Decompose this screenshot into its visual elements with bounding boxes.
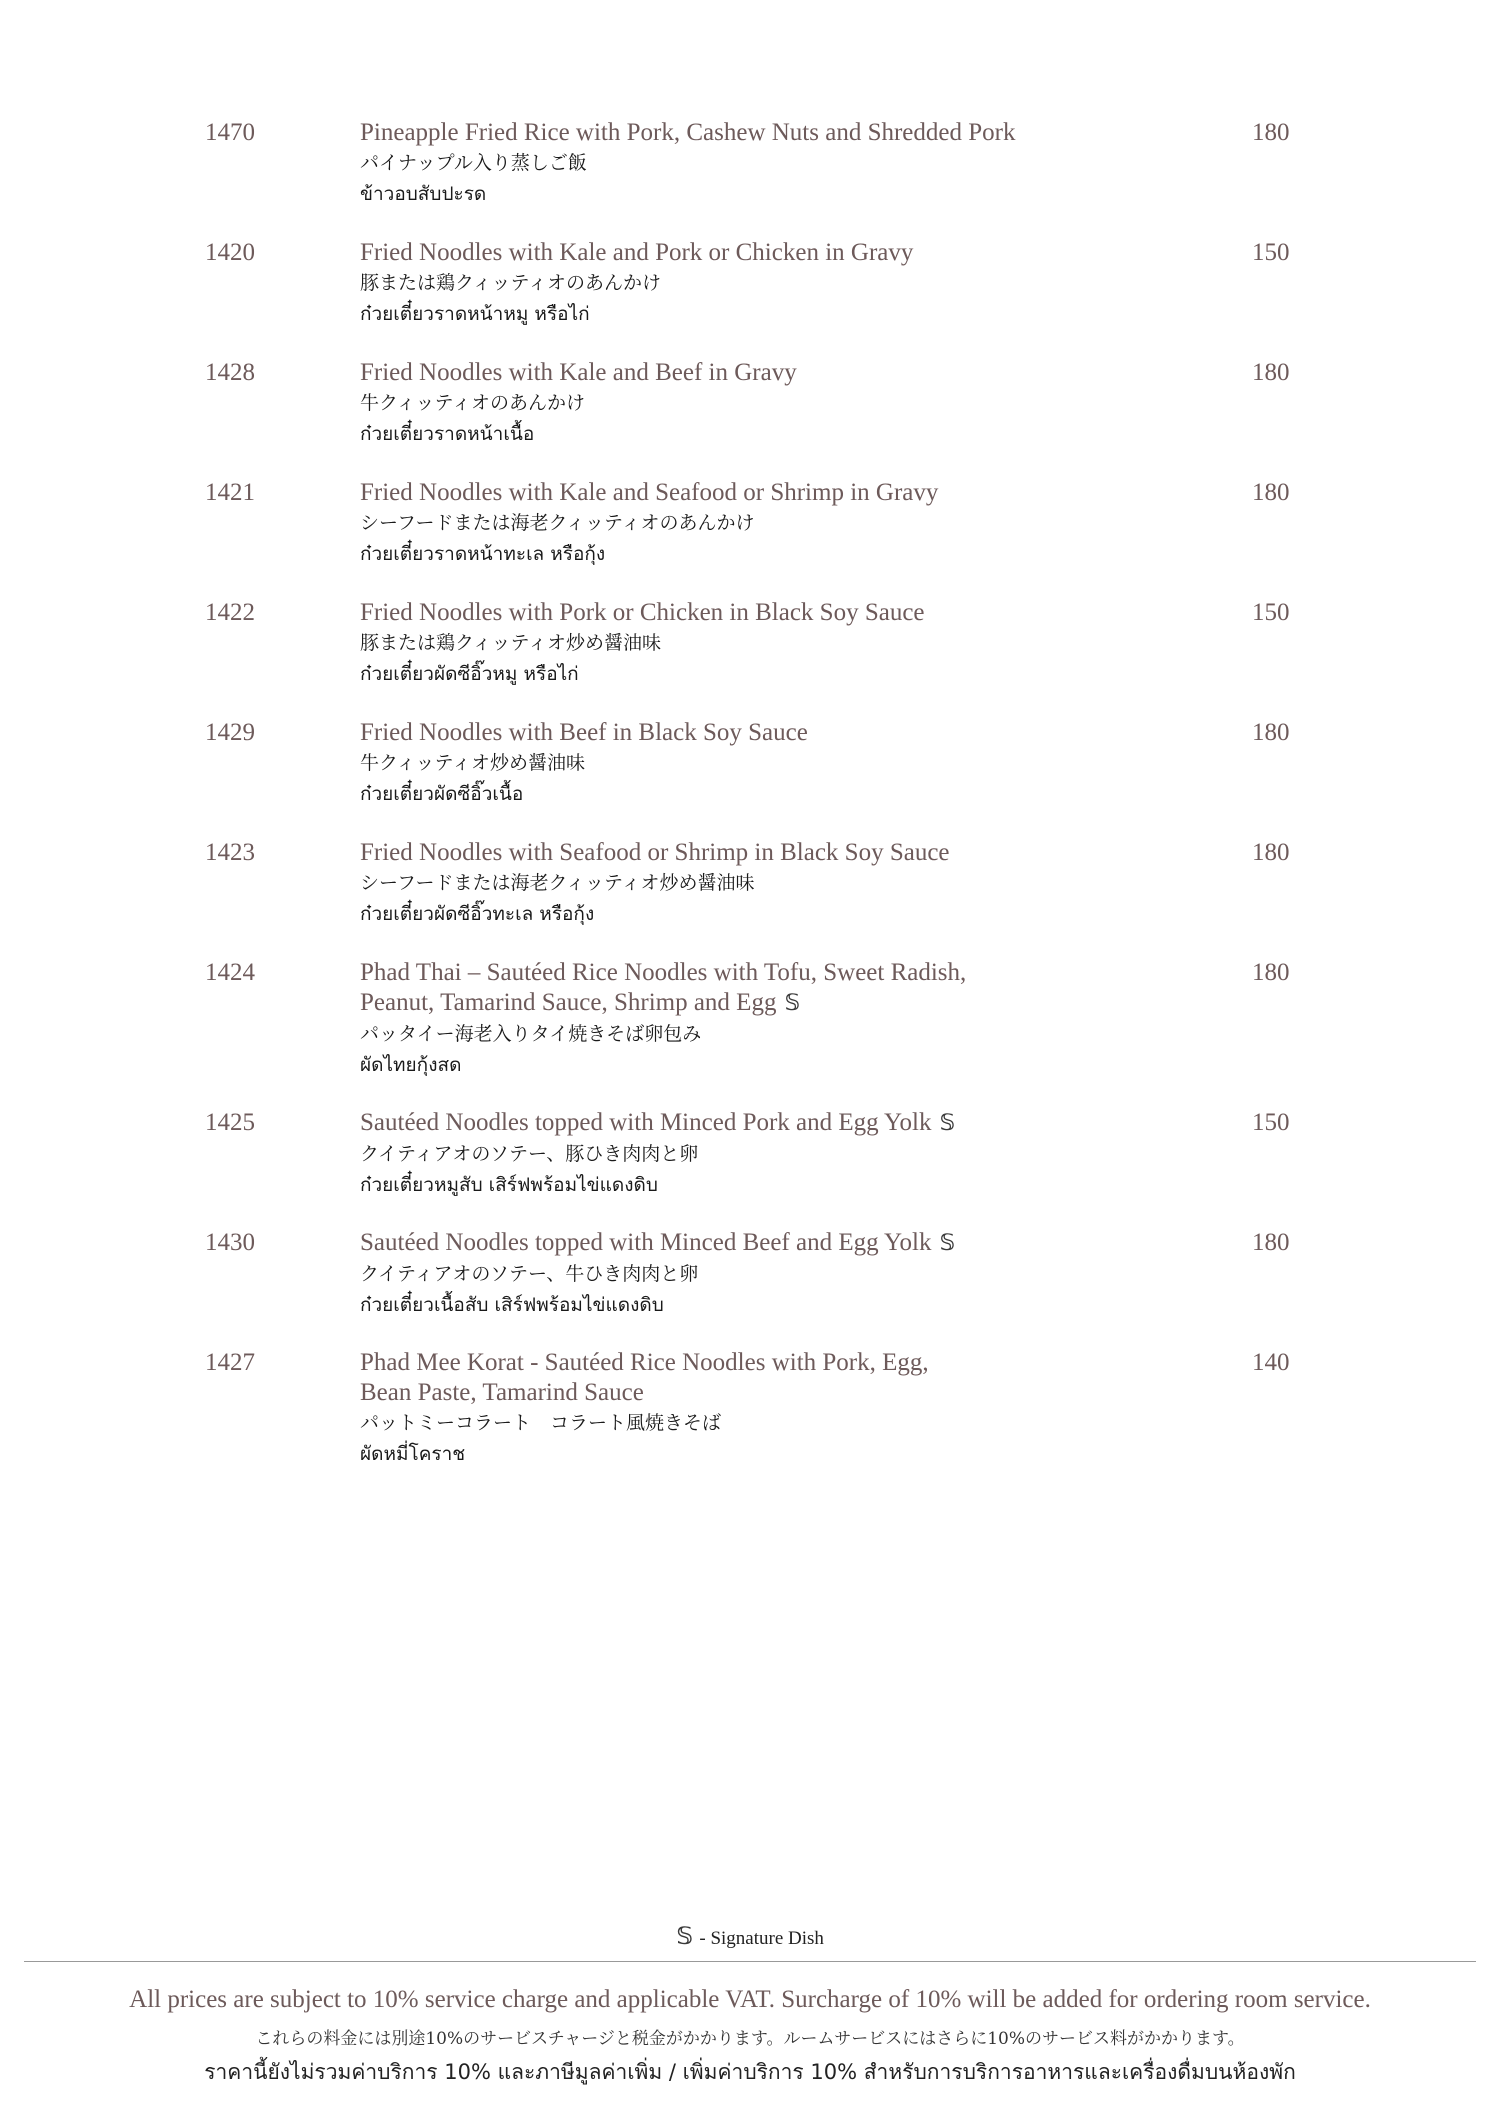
item-name-japanese: クイティアオのソテー、牛ひき肉肉と卵: [360, 1263, 699, 1285]
item-name-thai: ก๋วยเตี๋ยวเนื้อสับ เสิร์ฟพร้อมไข่แดงดิบ: [360, 1294, 664, 1316]
item-code: 1470: [205, 119, 255, 146]
item-name-thai: ก๋วยเตี๋ยวราดหน้าหมู หรือไก่: [360, 303, 590, 325]
item-name-text: Fried Noodles with Seafood or Shrimp in Black Soy Sauce: [360, 839, 950, 866]
signature-dish-icon: 𝕊: [939, 1231, 956, 1256]
item-price: 150: [1252, 239, 1290, 266]
item-name-text: Fried Noodles with Kale and Seafood or Shrimp in Gravy: [360, 479, 939, 506]
item-description: [360, 598, 1220, 690]
item-name-thai: ก๋วยเตี๋ยวราดหน้าเนื้อ: [360, 423, 535, 445]
footer-thai: ราคานี้ยังไม่รวมค่าบริการ 10% และภาษีมูลค่าเพิ่ม / เพิ่มค่าบริการ 10% สำหรับการบริการอาหารและเครื่องดื่มบนห้องพัก: [204, 2060, 1296, 2084]
item-price: 180: [1252, 119, 1290, 146]
item-description: [360, 358, 1220, 450]
item-name-line: [360, 1108, 1220, 1139]
item-name-japanese: シーフードまたは海老クィッティオ炒め醤油味: [360, 872, 755, 894]
item-name-japanese: シーフードまたは海老クィッティオのあんかけ: [360, 512, 755, 534]
item-code: 1420: [205, 239, 255, 266]
item-name-line: [360, 718, 1220, 748]
item-price: 150: [1252, 1109, 1290, 1136]
item-price: 180: [1252, 959, 1290, 986]
item-name-line: [360, 988, 1220, 1019]
item-name-japanese: クイティアオのソテー、豚ひき肉肉と卵: [360, 1143, 699, 1165]
item-description: [360, 718, 1220, 810]
item-name-japanese: 牛クィッティオ炒め醤油味: [360, 752, 585, 774]
item-name-line: [360, 1378, 1220, 1408]
footer-divider: [24, 1961, 1476, 1962]
item-code: 1430: [205, 1229, 255, 1256]
item-name-thai: ผัดไทยกุ้งสด: [360, 1054, 462, 1076]
signature-dish-icon: 𝕊: [784, 991, 801, 1016]
signature-legend: [0, 1922, 1500, 1950]
item-name-text: Fried Noodles with Kale and Beef in Gravy: [360, 359, 797, 386]
footer-english: All prices are subject to 10% service charge and applicable VAT. Surcharge of 10% will be added for ordering room service.: [129, 1986, 1371, 2013]
item-name-line: [360, 1228, 1220, 1259]
item-price: 180: [1252, 479, 1290, 506]
item-description: [360, 478, 1220, 570]
item-code: 1424: [205, 959, 255, 986]
item-price: 140: [1252, 1349, 1290, 1376]
item-name-line: [360, 118, 1220, 148]
item-description: [360, 1348, 1220, 1470]
item-name-text: Phad Thai – Sautéed Rice Noodles with Tofu, Sweet Radish,: [360, 959, 967, 986]
item-name-japanese: 牛クィッティオのあんかけ: [360, 392, 585, 414]
item-name-text: Phad Mee Korat - Sautéed Rice Noodles with Pork, Egg,: [360, 1349, 929, 1376]
item-code: 1421: [205, 479, 255, 506]
item-name-thai: ก๋วยเตี๋ยวหมูสับ เสิร์ฟพร้อมไข่แดงดิบ: [360, 1174, 658, 1196]
item-name-text: Pineapple Fried Rice with Pork, Cashew Nuts and Shredded Pork: [360, 119, 1016, 146]
item-description: [360, 238, 1220, 330]
item-description: [360, 118, 1220, 210]
signature-dish-icon: 𝕊: [676, 1922, 694, 1950]
item-description: [360, 958, 1220, 1081]
item-name-line: [360, 478, 1220, 508]
item-name-thai: ก๋วยเตี๋ยวผัดซีอิ๊วทะเล หรือกุ้ง: [360, 903, 595, 925]
item-name-thai: ก๋วยเตี๋ยวผัดซีอิ๊วเนื้อ: [360, 783, 524, 805]
item-code: 1423: [205, 839, 255, 866]
item-code: 1429: [205, 719, 255, 746]
item-name-text: Fried Noodles with Pork or Chicken in Black Soy Sauce: [360, 599, 925, 626]
item-name-japanese: パイナップル入り蒸しご飯: [360, 152, 587, 174]
item-name-japanese: パットミーコラート コラート風焼きそば: [360, 1412, 722, 1434]
item-name-japanese: パッタイー海老入りタイ焼きそば卵包み: [360, 1023, 702, 1045]
item-name-japanese: 豚または鶏クィッティオ炒め醤油味: [360, 632, 661, 654]
signature-dish-icon: 𝕊: [939, 1111, 956, 1136]
item-code: 1422: [205, 599, 255, 626]
item-price: 180: [1252, 839, 1290, 866]
item-price: 180: [1252, 359, 1290, 386]
item-name-text: Fried Noodles with Beef in Black Soy Sauce: [360, 719, 808, 746]
item-name-thai: ผัดหมี่โคราช: [360, 1443, 466, 1465]
item-price: 150: [1252, 599, 1290, 626]
item-name-thai: ก๋วยเตี๋ยวราดหน้าทะเล หรือกุ้ง: [360, 543, 606, 565]
item-name-thai: ข้าวอบสับปะรด: [360, 183, 487, 205]
item-description: [360, 838, 1220, 930]
footer-japanese: これらの料金には別途10%のサービスチャージと税金がかかります。ルームサービスにはさらに10%のサービス料がかかります。: [255, 2029, 1245, 2049]
item-name-line: [360, 598, 1220, 628]
item-name-text: Sautéed Noodles topped with Minced Pork and Egg Yolk: [360, 1109, 932, 1136]
item-code: 1427: [205, 1349, 255, 1376]
item-price: 180: [1252, 719, 1290, 746]
legend-text: - Signature Dish: [699, 1928, 824, 1949]
item-name-line: [360, 958, 1220, 988]
item-name-thai: ก๋วยเตี๋ยวผัดซีอิ๊วหมู หรือไก่: [360, 663, 579, 685]
item-description: [360, 1108, 1220, 1201]
item-code: 1428: [205, 359, 255, 386]
item-code: 1425: [205, 1109, 255, 1136]
item-name-line: [360, 358, 1220, 388]
item-name-japanese: 豚または鶏クィッティオのあんかけ: [360, 272, 661, 294]
item-name-text: Fried Noodles with Kale and Pork or Chicken in Gravy: [360, 239, 914, 266]
item-price: 180: [1252, 1229, 1290, 1256]
item-name-text: Bean Paste, Tamarind Sauce: [360, 1379, 644, 1406]
item-description: [360, 1228, 1220, 1321]
item-name-line: [360, 1348, 1220, 1378]
item-name-line: [360, 238, 1220, 268]
item-name-text: Sautéed Noodles topped with Minced Beef and Egg Yolk: [360, 1229, 932, 1256]
item-name-line: [360, 838, 1220, 868]
item-name-text: Peanut, Tamarind Sauce, Shrimp and Egg: [360, 989, 777, 1016]
